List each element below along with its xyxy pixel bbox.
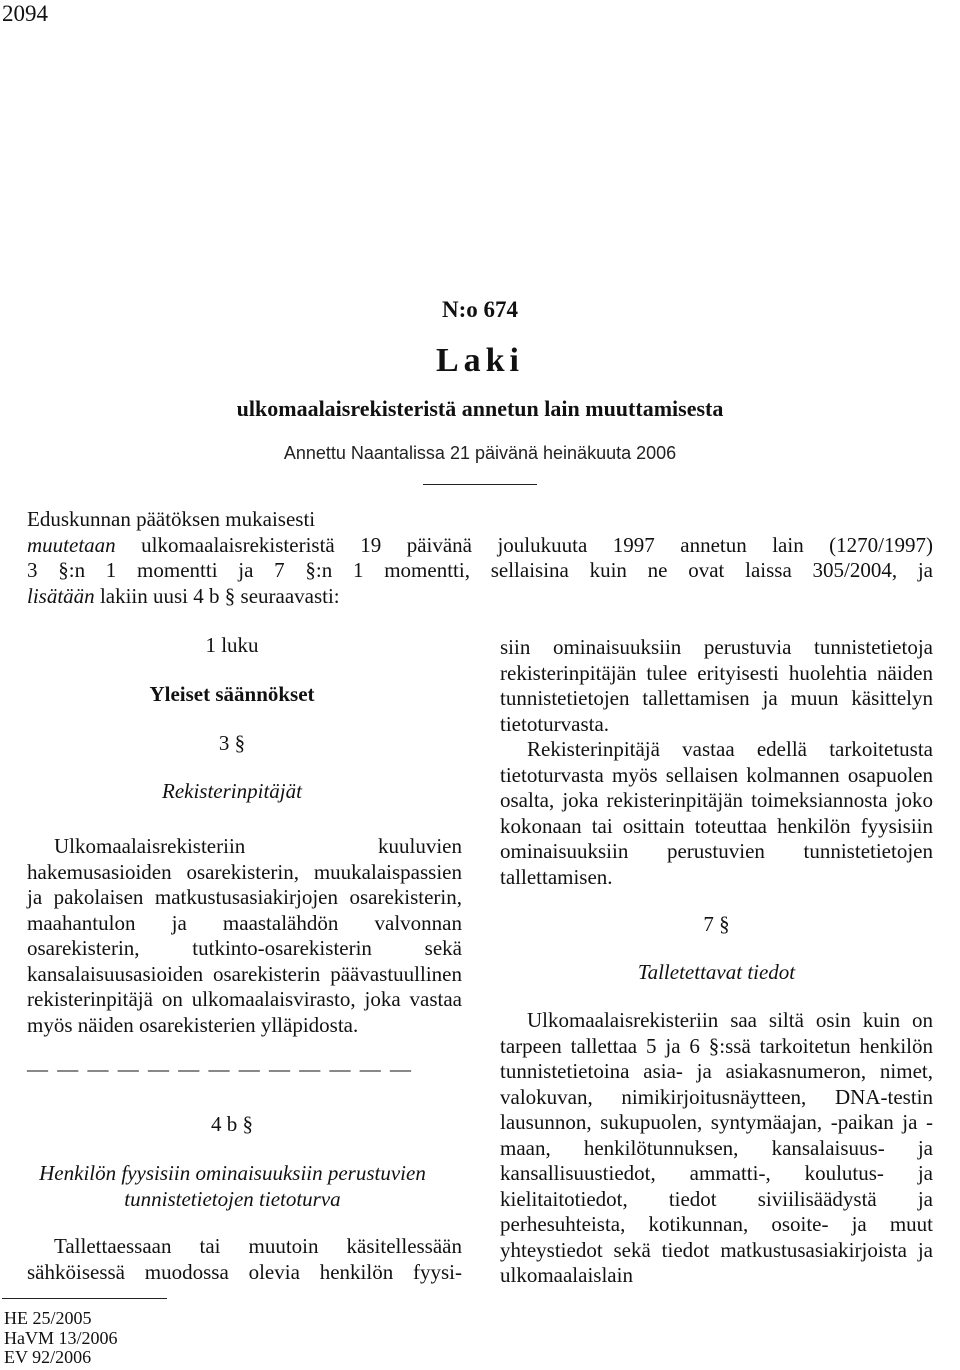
law-title: Laki: [435, 342, 525, 379]
chapter-number: 1 luku: [205, 633, 259, 657]
section-7-paragraph: Ulkomaalaisrekisteriin saa siltä osin kuin on tarpeen tallettaa 5 ja 6 §:ssä tarkoitetun henkilön tunnistetietoina asia- ja asiakasnumeron, nimet, valokuvan, nimikirjoitusnäytteen, DNA-testin lausunnon, sukupuolen, syntymäajan, -paikan ja -maan, henkilötunnuksen, kansalaisuus- ja kansallisuustiedot, ammatti-, koulutus- ja kielitaitotiedot, tiedot siviilisäädystä ja perhesuhteista, kotikunnan, osoite- ja muut yhteystiedot sekä tiedot matkustusasiakirjoista ja ulkomaalaislain: [500, 1008, 933, 1287]
given-date-line: Annettu Naantalissa 21 päivänä heinäkuuta 2006: [283, 443, 677, 463]
section-4b-title: [0, 1161, 465, 1212]
header-divider: [423, 484, 537, 485]
section-4b-title-line-1: Henkilön fyysisiin ominaisuuksiin perustuvien: [39, 1161, 426, 1185]
preamble-line-3: 3 §:n 1 momentti ja 7 §:n 1 momentti, sellaisina kuin ne ovat laissa 305/2004, ja: [27, 558, 933, 582]
section-7-title: Talletettavat tiedot: [637, 960, 796, 984]
section-4b-paragraph-2: Rekisterinpitäjä vastaa edellä tarkoitetusta tietoturvasta myös sellaisen kolmannen osapuolen osalta, joka rekisterinpitäjän toimeksiannosta joko kokonaan tai osittain toteuttaa henkilön fyysisiin ominaisuuksiin perustuvien tunnistetietojen tallettamisen.: [500, 737, 933, 889]
omission-dashes: — — — — — — — — — — — — —: [27, 1057, 413, 1081]
preamble-line-2: [27, 533, 933, 559]
section-4b-paragraph-cont: siin ominaisuuksiin perustuvia tunnistetietoja rekisterinpitäjän tulee erityisesti huolehtia näiden tunnistetietojen tallettamisen ja muun käsittelyn tietoturvasta.: [500, 635, 933, 736]
legislative-references: [4, 1309, 118, 1368]
page-number: 2094: [2, 1, 48, 26]
reference-committee-report: HaVM 13/2006: [4, 1327, 118, 1348]
preamble: [27, 507, 933, 609]
footnote-divider: [2, 1298, 167, 1299]
section-4b-number: 4 b §: [211, 1112, 253, 1136]
preamble-line-4: [27, 584, 933, 610]
section-7-body: [500, 1008, 933, 1289]
section-3-paragraph: Ulkomaalaisrekisteriin kuuluvien hakemusasioiden osarekisterin, muukalaispassien ja pakolaisen matkustusasiakirjojen osarekisterin, maahantulon ja maastalähdön valvonnan osarekisterin, tutkinto-osarekisterin sekä kansalaisuusasioiden osarekisterin päävastuullinen rekisterinpitäjä on ulkomaalaisvirasto, joka vastaa myös näiden osarekisterien ylläpidosta.: [27, 834, 462, 1037]
section-3-title: Rekisterinpitäjät: [162, 779, 302, 803]
preamble-line-1: Eduskunnan päätöksen mukaisesti: [27, 507, 316, 531]
reference-government-proposal: HE 25/2005: [4, 1308, 92, 1328]
law-subtitle: ulkomaalaisrekisteristä annetun lain muuttamisesta: [236, 396, 724, 421]
section-4b-body-left: [27, 1234, 462, 1285]
preamble-add-text: lakiin uusi 4 b § seuraavasti:: [94, 583, 340, 608]
law-number: N:o 674: [441, 297, 519, 322]
section-4b-paragraph-start: Tallettaessaan tai muutoin käsitellessään sähköisessä muodossa olevia henkilön fyysi-: [27, 1234, 462, 1284]
section-3-body: [27, 834, 462, 1038]
section-7-number: 7 §: [703, 912, 730, 936]
right-column: [500, 635, 933, 890]
preamble-amend-word: muutetaan: [27, 532, 116, 557]
section-3-number: 3 §: [218, 731, 246, 755]
chapter-title: Yleiset säännökset: [149, 682, 315, 706]
section-4b-title-line-2: tunnistetietojen tietoturva: [124, 1186, 341, 1211]
preamble-amend-text: ulkomaalaisrekisteristä 19 päivänä joulukuuta 1997 annetun lain (1270/1997): [115, 532, 933, 557]
reference-parliament-reply: EV 92/2006: [4, 1347, 92, 1367]
preamble-add-word: lisätään: [27, 583, 95, 608]
